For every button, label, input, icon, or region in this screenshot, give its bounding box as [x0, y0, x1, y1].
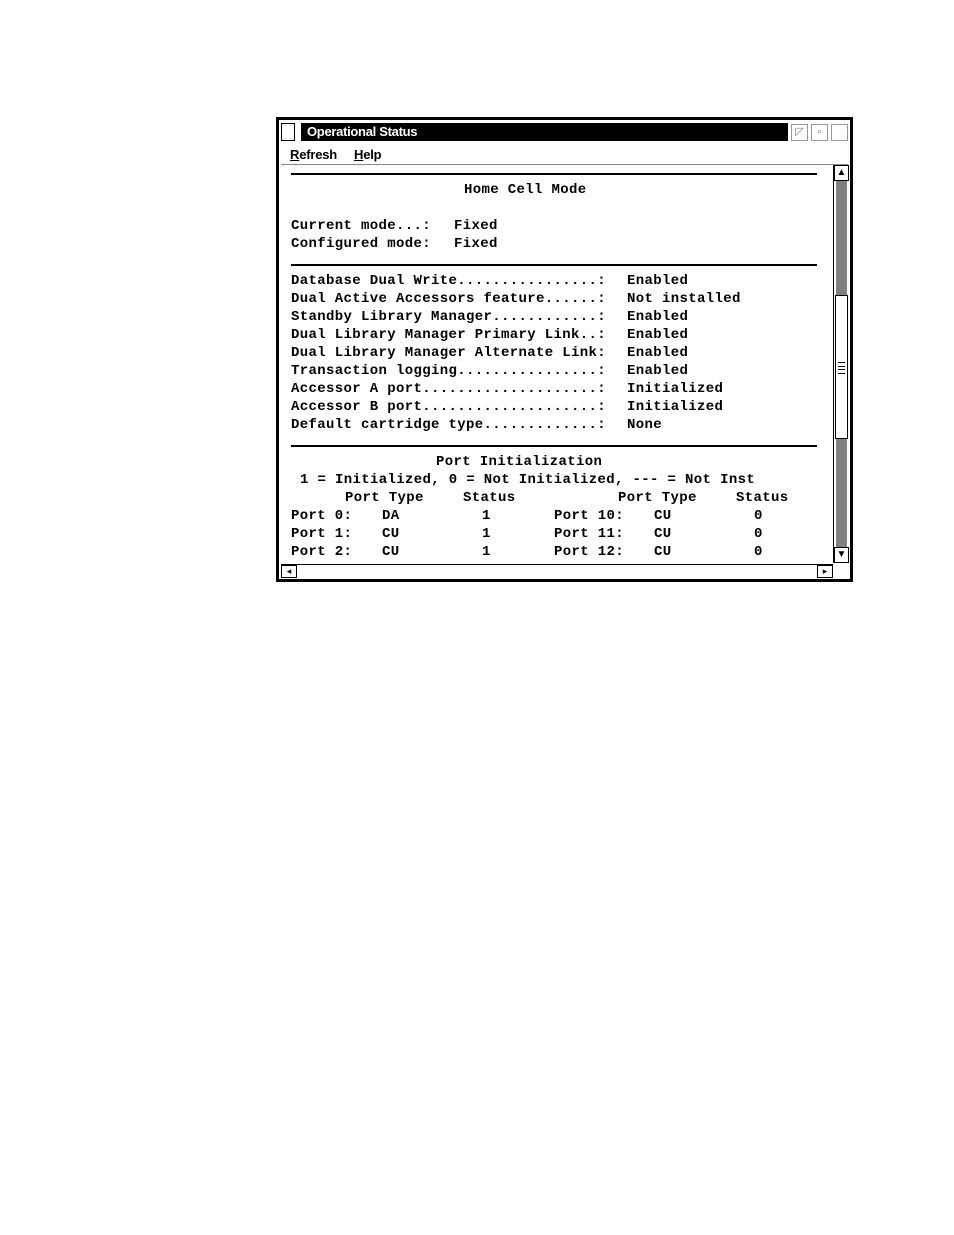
- title-bar[interactable]: [281, 122, 848, 142]
- feature-value: Enabled: [627, 327, 689, 343]
- port-type: CU: [654, 508, 672, 524]
- current-mode-value: Fixed: [454, 218, 498, 234]
- port-type: CU: [654, 544, 672, 560]
- col-port-type: Port Type: [345, 490, 424, 506]
- port-label: Port 11:: [554, 526, 625, 542]
- restore-icon: ▫: [817, 125, 822, 138]
- feature-label: Dual Library Manager Primary Link..:: [291, 327, 607, 343]
- port-type: DA: [382, 508, 400, 524]
- port-label: Port 1:: [291, 526, 353, 542]
- port-label: Port 2:: [291, 544, 353, 560]
- arrow-right-icon: ▸: [822, 566, 828, 576]
- maximize-button[interactable]: [831, 124, 848, 141]
- port-status: 0: [754, 544, 763, 560]
- port-status: 1: [482, 526, 491, 542]
- scroll-right-button[interactable]: [817, 565, 833, 578]
- system-menu-button[interactable]: [281, 123, 295, 141]
- feature-label: Database Dual Write................:: [291, 273, 607, 289]
- home-cell-heading: Home Cell Mode: [464, 182, 587, 198]
- port-label: Port 12:: [554, 544, 625, 560]
- feature-value: Initialized: [627, 381, 724, 397]
- feature-value: Initialized: [627, 399, 724, 415]
- arrow-down-icon: ▼: [836, 549, 847, 560]
- feature-label: Standby Library Manager............:: [291, 309, 607, 325]
- menu-bar: [281, 144, 848, 165]
- feature-value: Enabled: [627, 273, 689, 289]
- port-label: Port 10:: [554, 508, 625, 524]
- scroll-left-button[interactable]: [281, 565, 297, 578]
- arrow-up-icon: ▲: [836, 167, 847, 178]
- feature-value: Not installed: [627, 291, 741, 307]
- col-status: Status: [463, 490, 516, 506]
- port-type: CU: [654, 526, 672, 542]
- feature-label: Default cartridge type.............:: [291, 417, 607, 433]
- window-title: Operational Status: [301, 123, 788, 141]
- col-port-type: Port Type: [618, 490, 697, 506]
- port-init-heading: Port Initialization: [436, 454, 603, 470]
- arrow-left-icon: ◂: [286, 566, 292, 576]
- configured-mode-label: Configured mode:: [291, 236, 432, 252]
- divider: [291, 264, 817, 266]
- configured-mode-value: Fixed: [454, 236, 498, 252]
- menu-help[interactable]: Help: [354, 146, 382, 162]
- minimize-button[interactable]: [791, 124, 808, 141]
- feature-label: Dual Library Manager Alternate Link:: [291, 345, 607, 361]
- feature-value: Enabled: [627, 345, 689, 361]
- port-type: CU: [382, 526, 400, 542]
- port-label: Port 0:: [291, 508, 353, 524]
- scroll-up-button[interactable]: [834, 165, 849, 181]
- divider: [291, 445, 817, 447]
- feature-label: Dual Active Accessors feature......:: [291, 291, 607, 307]
- current-mode-label: Current mode...:: [291, 218, 432, 234]
- scroll-down-button[interactable]: [834, 547, 849, 563]
- port-status: 1: [482, 544, 491, 560]
- port-status: 0: [754, 526, 763, 542]
- col-status: Status: [736, 490, 789, 506]
- vertical-scrollbar[interactable]: [833, 165, 849, 563]
- port-init-legend: 1 = Initialized, 0 = Not Initialized, --- = Not Inst: [300, 472, 756, 488]
- menu-refresh[interactable]: Refresh: [290, 146, 338, 162]
- port-status: 0: [754, 508, 763, 524]
- port-status: 1: [482, 508, 491, 524]
- divider: [291, 173, 817, 175]
- minimize-icon: ◸: [795, 125, 804, 138]
- feature-value: Enabled: [627, 363, 689, 379]
- scroll-thumb[interactable]: [835, 295, 848, 439]
- grip-icon: [838, 362, 845, 374]
- feature-label: Transaction logging................:: [291, 363, 607, 379]
- port-type: CU: [382, 544, 400, 560]
- status-content: [281, 165, 831, 563]
- feature-value: Enabled: [627, 309, 689, 325]
- feature-label: Accessor B port....................:: [291, 399, 607, 415]
- feature-value: None: [627, 417, 663, 433]
- operational-status-window: [276, 117, 853, 582]
- maximize-icon: [832, 125, 847, 140]
- feature-label: Accessor A port....................:: [291, 381, 607, 397]
- restore-button[interactable]: [811, 124, 828, 141]
- horizontal-scrollbar[interactable]: [281, 564, 833, 578]
